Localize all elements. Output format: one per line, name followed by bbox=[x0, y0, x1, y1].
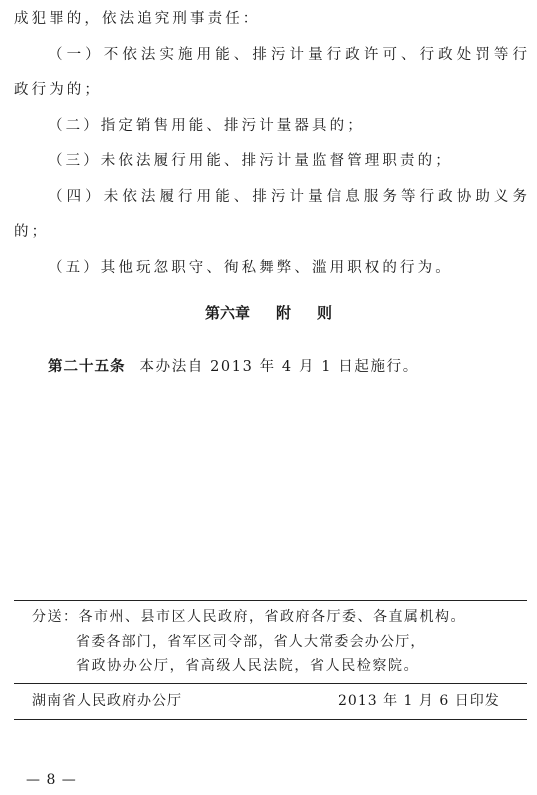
list-item-1: （一）不依法实施用能、排污计量行政许可、行政处罚等行 bbox=[48, 47, 527, 63]
issuer-name: 湖南省人民政府办公厅 bbox=[32, 693, 182, 709]
distribution-recipients-1: 各市州、县市区人民政府，省政府各厅委、各直属机构。 bbox=[78, 609, 466, 625]
list-item-5: （五）其他玩忽职守、徇私舞弊、滥用职权的行为。 bbox=[48, 260, 453, 276]
issuer-bottom-rule bbox=[14, 719, 527, 720]
distribution-recipients-2: 省委各部门，省军区司令部，省人大常委会办公厅， bbox=[76, 634, 426, 650]
distribution-label: 分送： bbox=[32, 609, 79, 625]
distribution-recipients-3: 省政协办公厅，省高级人民法院，省人民检察院。 bbox=[76, 658, 420, 674]
article-body: 本办法自 2013 年 4 月 1 日起施行。 bbox=[139, 359, 419, 375]
list-item-1-continuation: 政行为的； bbox=[14, 82, 102, 98]
chapter-number: 第六章 bbox=[204, 304, 250, 322]
list-item-4: （四）未依法履行用能、排污计量信息服务等行政协助义务 bbox=[48, 189, 527, 205]
page-number: — 8 — bbox=[26, 772, 77, 788]
list-item-3: （三）未依法履行用能、排污计量监督管理职责的； bbox=[48, 153, 453, 169]
article-title: 第二十五条 bbox=[48, 359, 126, 375]
distribution-first-line bbox=[32, 606, 466, 629]
chapter-title-char-2: 则 bbox=[317, 304, 333, 322]
chapter-title-char-1: 附 bbox=[275, 304, 291, 322]
issuer-top-rule bbox=[14, 683, 527, 684]
list-item-2: （二）指定销售用能、排污计量器具的； bbox=[48, 118, 365, 134]
list-item-4-continuation: 的； bbox=[14, 224, 50, 240]
distribution-top-rule bbox=[14, 600, 527, 601]
issue-date: 2013 年 1 月 6 日印发 bbox=[338, 693, 500, 709]
paragraph-line: 成犯罪的，依法追究刑事责任： bbox=[14, 11, 261, 27]
article-25 bbox=[48, 357, 419, 377]
chapter-heading bbox=[0, 302, 537, 324]
